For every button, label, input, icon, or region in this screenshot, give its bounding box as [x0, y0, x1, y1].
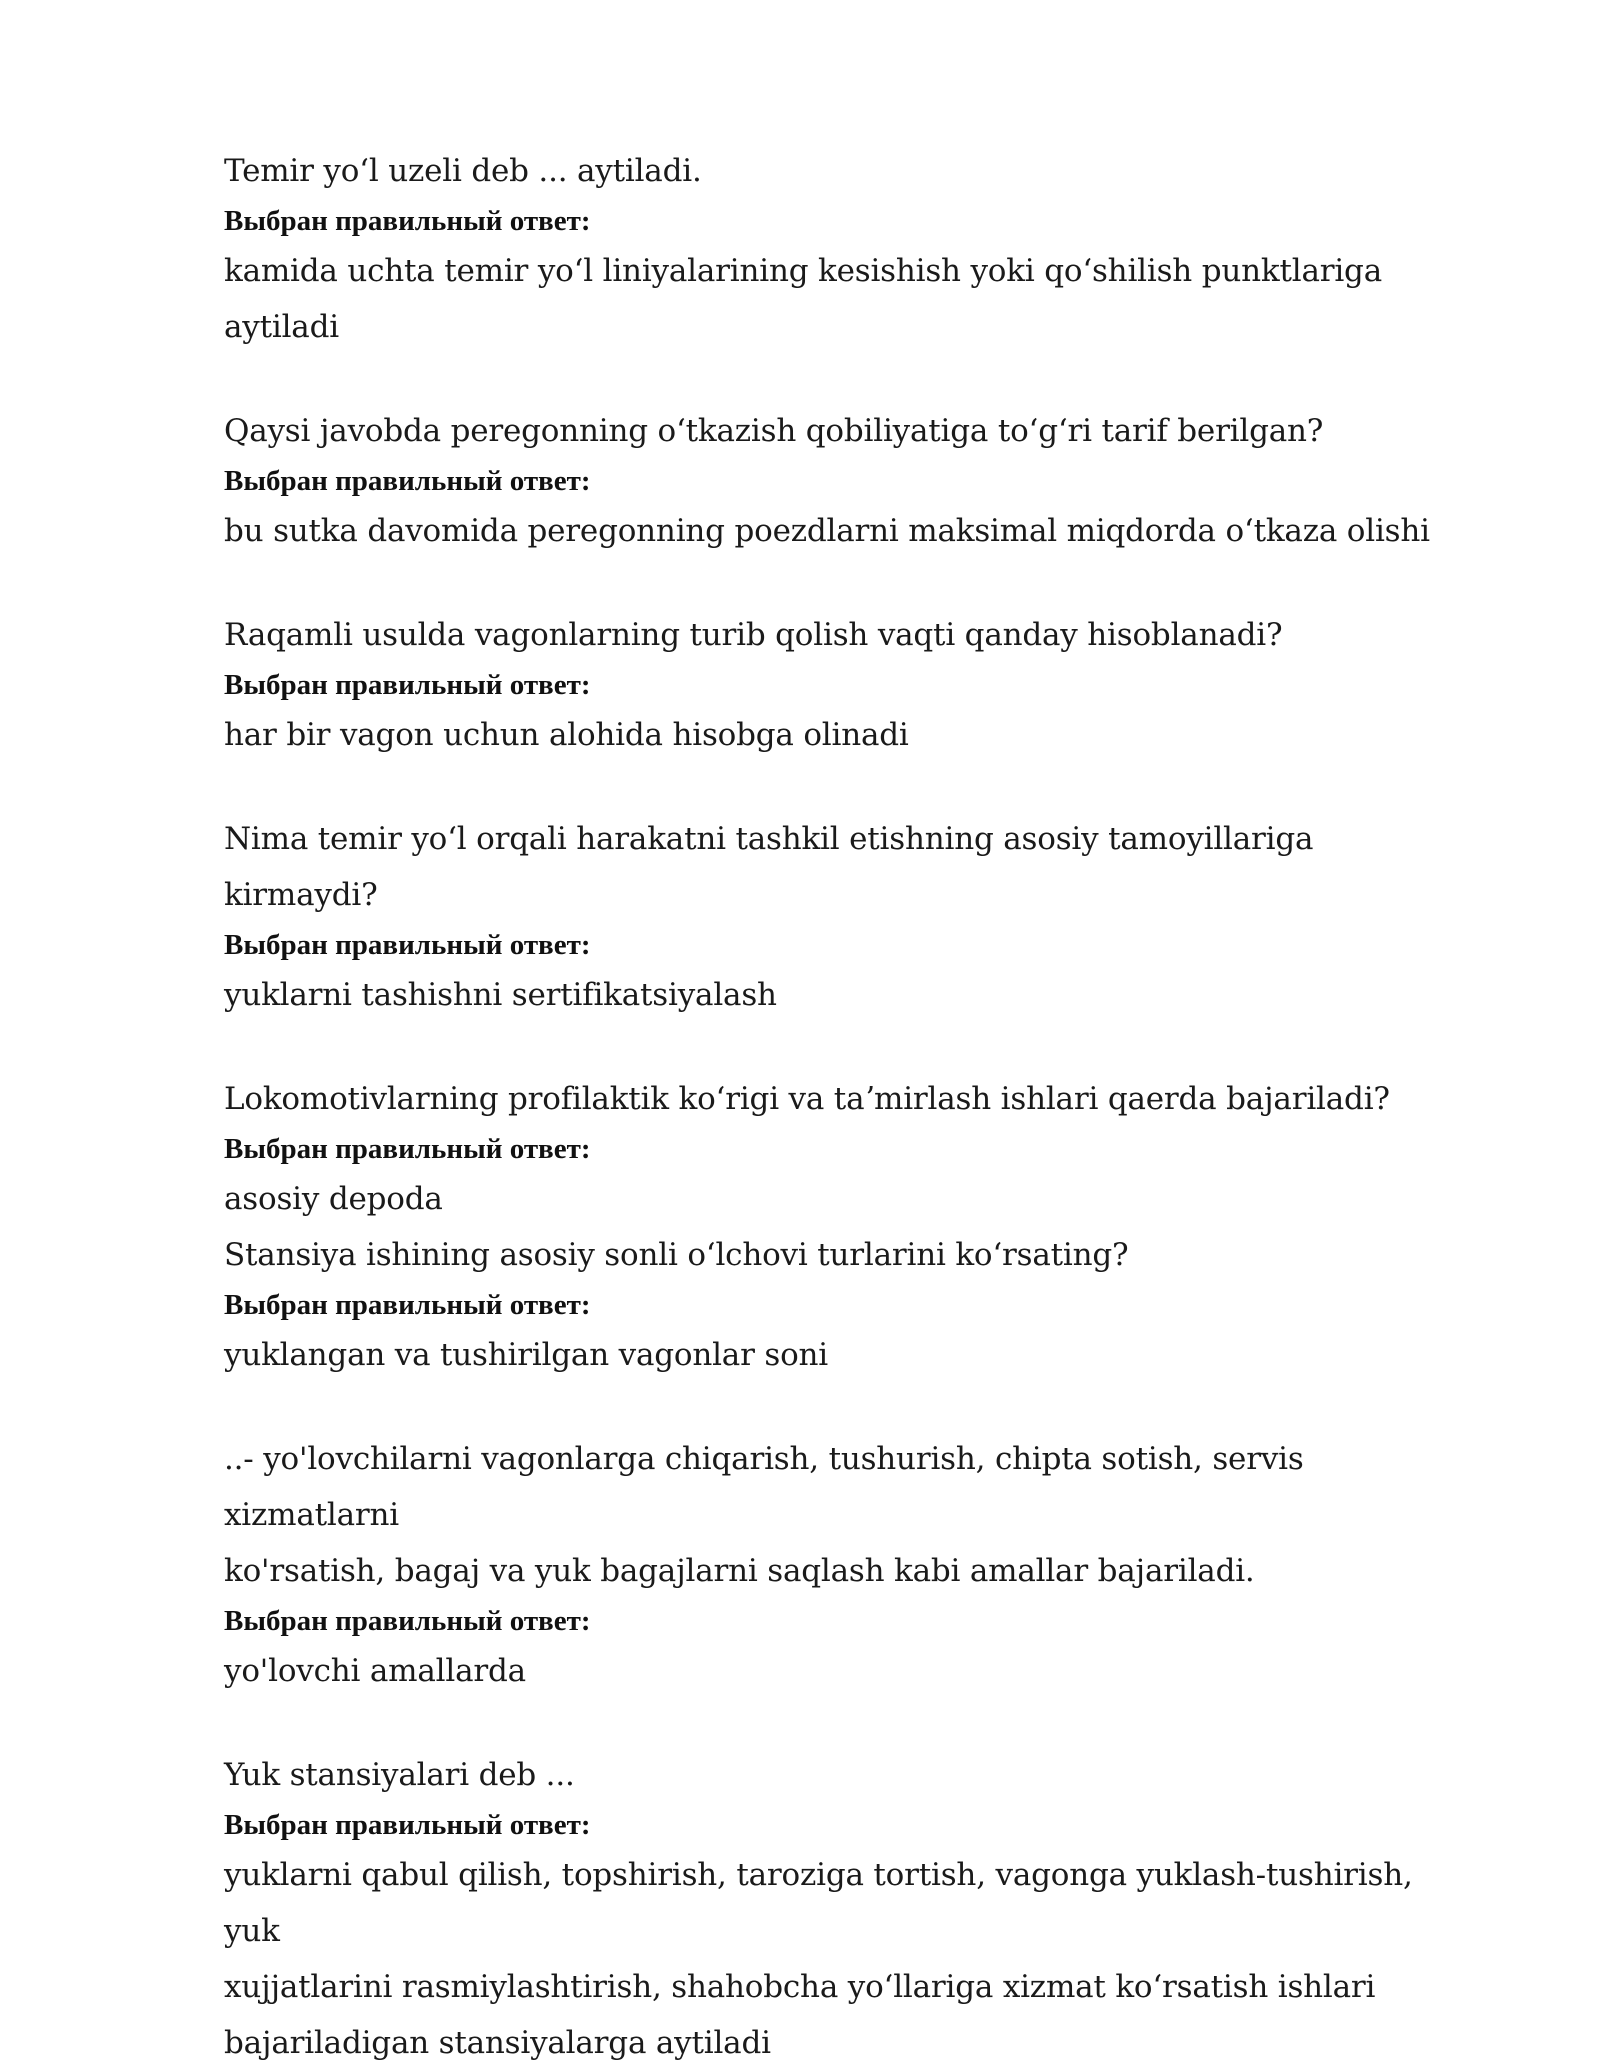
- answer-line: xujjatlarini rasmiylashtirish, shahobcha yoʻllariga xizmat koʻrsatish ishlari: [224, 1969, 1376, 2005]
- answer-line: yuklarni qabul qilish, topshirish, taroziga tortish, vagonga yuklash-tushirish, yuk: [224, 1857, 1413, 1949]
- question-text: Qaysi javobda peregonning oʻtkazish qobiliyatiga toʻgʻri tarif berilgan?: [224, 413, 1324, 449]
- answer-label: Выбран правильный ответ:: [224, 1133, 591, 1165]
- question-text: Yuk stansiyalari deb ...: [224, 1757, 575, 1793]
- question-line: ko'rsatish, bagaj va yuk bagajlarni saqlash kabi amallar bajariladi.: [224, 1553, 1255, 1589]
- qa-item: [224, 1431, 1464, 1699]
- answer-label: Выбран правильный ответ:: [224, 1605, 591, 1637]
- answer-text: [224, 1847, 1464, 2071]
- answer-text: bu sutka davomida peregonning poezdlarni maksimal miqdorda oʻtkaza olishi: [224, 513, 1430, 549]
- qa-item: [224, 1747, 1464, 2071]
- answer-label: Выбран правильный ответ:: [224, 205, 591, 237]
- answer-text: yuklangan va tushirilgan vagonlar soni: [224, 1337, 829, 1373]
- answer-text: kamida uchta temir yoʻl liniyalarining kesishish yoki qoʻshilish punktlariga aytiladi: [224, 253, 1382, 345]
- answer-line: bajariladigan stansiyalarga aytiladi: [224, 2025, 771, 2061]
- qa-item: [224, 811, 1464, 1023]
- question-text: Temir yoʻl uzeli deb ... aytiladi.: [224, 153, 702, 189]
- answer-text: har bir vagon uchun alohida hisobga olinadi: [224, 717, 909, 753]
- question-text: Lokomotivlarning profilaktik koʻrigi va taʼmirlash ishlari qaerda bajariladi?: [224, 1081, 1390, 1117]
- qa-item: [224, 403, 1464, 559]
- qa-item: [224, 1227, 1464, 1383]
- answer-text: asosiy depoda: [224, 1181, 443, 1217]
- question-line: ..- yo'lovchilarni vagonlarga chiqarish, tushurish, chipta sotish, servis xizmatlarni: [224, 1441, 1304, 1533]
- document-page: [224, 143, 1464, 2071]
- question-text: Nima temir yoʻl orqali harakatni tashkil etishning asosiy tamoyillariga kirmaydi?: [224, 821, 1314, 913]
- qa-item: [224, 1071, 1464, 1227]
- qa-item: [224, 143, 1464, 355]
- question-text: Stansiya ishining asosiy sonli oʻlchovi turlarini koʻrsating?: [224, 1237, 1129, 1273]
- question-text: [224, 1431, 1464, 1599]
- answer-label: Выбран правильный ответ:: [224, 669, 591, 701]
- answer-label: Выбран правильный ответ:: [224, 1809, 591, 1841]
- answer-text: yuklarni tashishni sertifikatsiyalash: [224, 977, 777, 1013]
- qa-item: [224, 607, 1464, 763]
- answer-label: Выбран правильный ответ:: [224, 929, 591, 961]
- answer-label: Выбран правильный ответ:: [224, 465, 591, 497]
- answer-label: Выбран правильный ответ:: [224, 1289, 591, 1321]
- answer-text: yo'lovchi amallarda: [224, 1653, 526, 1689]
- question-text: Raqamli usulda vagonlarning turib qolish vaqti qanday hisoblanadi?: [224, 617, 1283, 653]
